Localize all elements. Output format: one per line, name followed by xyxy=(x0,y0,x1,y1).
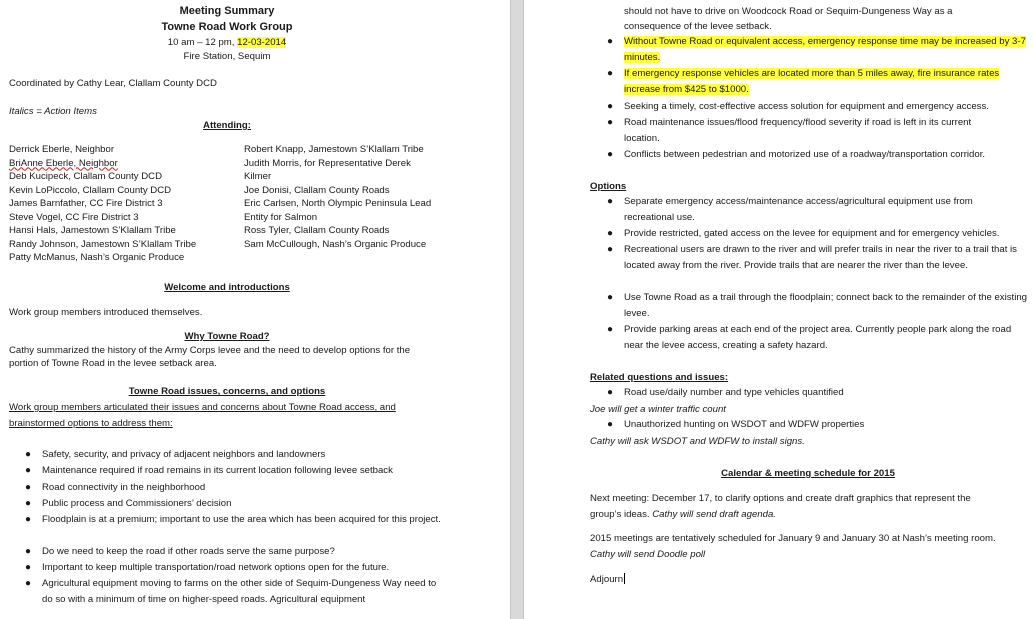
attendee: Kevin LoPiccolo, Clallam County DCD xyxy=(9,184,172,196)
options-heading: Options xyxy=(590,181,627,192)
why-text-line: portion of Towne Road in the levee setback area. xyxy=(9,358,217,369)
calendar-heading: Calendar & meeting schedule for 2015 xyxy=(721,468,895,479)
related-heading: Related questions and issues: xyxy=(590,372,729,383)
meeting-date: 12-03-2014 xyxy=(237,37,287,48)
next-meeting-line: Next meeting: December 17, to clarify options and create draft graphics that represent the xyxy=(590,493,971,504)
issues-intro-line: Work group members articulated their issues and concerns about Towne Road access, and xyxy=(9,402,396,413)
bullet-dot: ● xyxy=(607,292,614,303)
issues-intro-line: brainstormed options to address them: xyxy=(9,418,173,429)
adjourn-line[interactable] xyxy=(590,573,625,586)
left-page: Meeting Summary Towne Road Work Group 10 am – 12 pm, 12-03-2014 Fire Station, Sequim Coordinated by Cathy Lear, Clallam County DCD Italics = Action Items Attending: Derrick Eberle, Neighbor BriAnne Eberle, Neighbor Deb Kucipeck, Clallam County DCD Kevin LoPiccolo, Clallam County DCD James Barnfather, CC Fire District 3 Steve Vogel, CC Fire District 3 Hansi Hals, Jamestown S’Klallam Tribe Randy Johnson, Jamestown S’Klallam Tribe Patty McManus, Nash’s Organic Produce Robert Knapp, Jamestown S’Klallam Tribe Judith Morris, for Representative Derek Kilmer Joe Donisi, Clallam County Roads Eric Carlsen, North Olympic Peninsula Lead Entity for Salmon Ross Tyler, Clallam County Roads Sam McCullough, Nash’s Organic Produce Welcome and introductions Work group members introduced themselves. Why Towne Road? Cathy summarized the history of the Army Corps levee and the need to develop options for the portion of Towne Road in the levee setback area. Towne Road issues, concerns, and options Work group members articulated their issues and concerns about Towne Road access, and brainstormed options to address them: ● Safety, security, and privacy of adjacent neighbors and landowners ● Maintenance required if road remains in its current location following levee setback ● Road connectivity in the neighborhood ● Public process and Commissioners’ decision ● Floodplain is at a premium; important to use the area which has been acquired for this project. ● Do we need to keep the road if other roads serve the same purpose? ● Important to keep multiple transportation/road network options open for the future. ● Agricultural equipment moving to farms on the other side of Sequim-Dungeness Way need to do so with a minimum of time on higher-speed roads. Agricultural equipment xyxy=(0,0,510,619)
attendee: Sam McCullough, Nash’s Organic Produce xyxy=(244,238,427,250)
bullet-dot: ● xyxy=(607,117,614,128)
attending-heading: Attending: xyxy=(203,120,251,131)
bullet-dot: ● xyxy=(607,68,614,79)
bullet-dot: ● xyxy=(607,228,614,239)
welcome-heading: Welcome and introductions xyxy=(164,282,290,293)
attendee: Hansi Hals, Jamestown S’Klallam Tribe xyxy=(9,225,176,236)
continuation-line: should not have to drive on Woodcock Road or Sequim-Dungeness Way as a xyxy=(624,6,953,17)
attendee: Deb Kucipeck, Clallam County DCD xyxy=(9,171,163,182)
attendee: Steve Vogel, CC Fire District 3 xyxy=(9,211,139,223)
why-heading: Why Towne Road? xyxy=(184,331,270,342)
bullet-dot: ● xyxy=(607,101,614,112)
meeting-time xyxy=(0,36,454,49)
attendee: Eric Carlsen, North Olympic Peninsula Lead xyxy=(244,198,432,209)
next-meeting-line-2: group’s ideas. Cathy will send draft agenda. xyxy=(590,509,776,520)
adjourn-text: Adjourn xyxy=(590,574,624,585)
attendee: Randy Johnson, Jamestown S’Klallam Tribe xyxy=(9,238,197,250)
bullet-dot: ● xyxy=(25,546,32,557)
attendee: Judith Morris, for Representative Derek xyxy=(244,157,411,169)
bullet-dot: ● xyxy=(607,324,614,335)
welcome-text: Work group members introduced themselves. xyxy=(9,307,203,318)
doc-subtitle: Towne Road Work Group xyxy=(161,21,293,33)
bullet-dot: ● xyxy=(25,578,32,589)
attendees-col-2 xyxy=(244,143,431,251)
why-text-line: Cathy summarized the history of the Army Corps levee and the need to develop options for the xyxy=(9,345,411,356)
attendee: James Barnfather, CC Fire District 3 xyxy=(9,198,163,209)
attendee: Derrick Eberle, Neighbor xyxy=(9,144,115,155)
text-cursor xyxy=(624,573,625,584)
doc-title: Meeting Summary xyxy=(179,5,275,17)
action-item: Cathy will send Doodle poll xyxy=(590,549,706,560)
bullet-dot: ● xyxy=(25,465,32,476)
issues-heading: Towne Road issues, concerns, and options xyxy=(128,386,326,397)
bullet-dot: ● xyxy=(607,149,614,160)
meeting-location: Fire Station, Sequim xyxy=(183,51,271,62)
bullet-dot: ● xyxy=(607,387,614,398)
attendees-col-1 xyxy=(9,143,196,265)
attendee: Entity for Salmon xyxy=(244,211,318,223)
action-item: Joe will get a winter traffic count xyxy=(590,404,726,415)
right-page: should not have to drive on Woodcock Road or Sequim-Dungeness Way as a consequence of the levee setback. ● Without Towne Road or equivalent access, emergency response time may be increased by 3-7 minutes. ● If emergency response vehicles are located more than 5 miles away, fire insurance rates increase from $425 to $1000. ● Seeking a timely, cost-effective access solution for equipment and emergency access. ● Road maintenance issues/flood frequency/flood severity if road is left in its current location. ● Conflicts between pedestrian and motorized use of a roadway/transportation corridor. Options ● Separate emergency access/maintenance access/agricultural equipment use from recreational use. ● Provide restricted, gated access on the levee for equipment and for emergency vehicles. ● Recreational users are drawn to the river and will prefer trails in near the river to a trail that is located away from the river. Provide trails that are nearer the river than the levee. ● Use Towne Road as a trail through the floodplain; connect back to the remainder of the existing levee. ● Provide parking areas at each end of the project area. Currently people park along the road near the levee access, creating a safety hazard. Related questions and issues: ● Road use/daily number and type vehicles quantified Joe will get a winter traffic count ● Unauthorized hunting on WSDOT and WDFW properties Cathy will ask WSDOT and WDFW to install signs. Calendar & meeting schedule for 2015 Next meeting: December 17, to clarify options and create draft graphics that represent the group’s ideas. Cathy will send draft agenda. 2015 meetings are tentatively scheduled for January 9 and January 30 at Nash’s meeting room. Cathy will send Doodle poll Adjourn xyxy=(524,0,1033,619)
action-item: Cathy will send draft agenda. xyxy=(652,509,776,520)
action-item: Cathy will ask WSDOT and WDFW to install signs. xyxy=(590,436,805,447)
coordinator: Coordinated by Cathy Lear, Clallam County DCD xyxy=(9,78,217,89)
meetings-2015: 2015 meetings are tentatively scheduled for January 9 and January 30 at Nash’s meeting room. xyxy=(590,533,996,544)
bullet-dot: ● xyxy=(25,449,32,460)
legend-italics: Italics = Action Items xyxy=(9,106,97,117)
bullet-dot: ● xyxy=(25,498,32,509)
page-gutter xyxy=(510,0,524,619)
attendee: Patty McManus, Nash’s Organic Produce xyxy=(9,252,185,263)
bullet-dot: ● xyxy=(25,482,32,493)
bullet-dot: ● xyxy=(25,514,32,525)
bullet-dot: ● xyxy=(607,36,614,47)
bullet-dot: ● xyxy=(607,196,614,207)
bullet-dot: ● xyxy=(607,244,614,255)
bullet-dot: ● xyxy=(25,562,32,573)
attendee: BriAnne Eberle, Neighbor xyxy=(9,157,118,169)
attendee: Robert Knapp, Jamestown S’Klallam Tribe xyxy=(244,144,424,155)
bullet-dot: ● xyxy=(607,419,614,430)
attendee: Ross Tyler, Clallam County Roads xyxy=(244,225,390,236)
continuation-line: consequence of the levee setback. xyxy=(624,21,772,32)
meeting-time-prefix: 10 am – 12 pm, xyxy=(167,37,238,48)
attendee: Joe Donisi, Clallam County Roads xyxy=(244,184,390,196)
attendee: Kilmer xyxy=(244,171,272,182)
